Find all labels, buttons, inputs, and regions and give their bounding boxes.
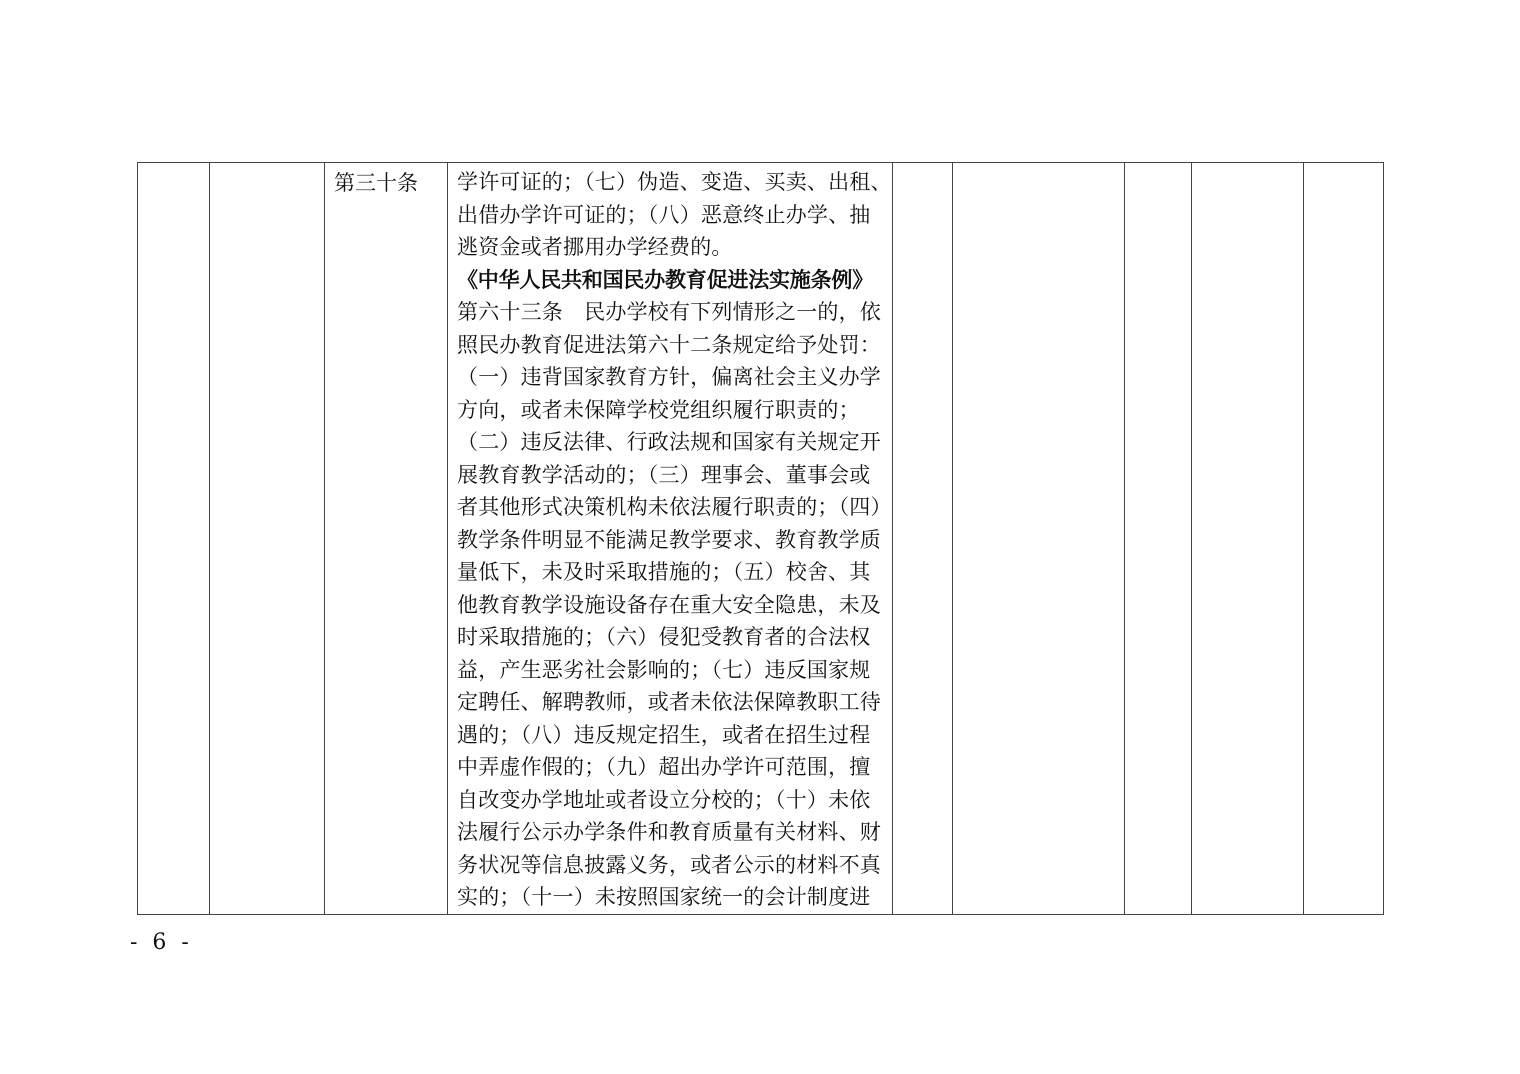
content-line: 照民办教育促进法第六十二条规定给予处罚：: [457, 332, 881, 357]
content-line: （一）违背国家教育方针，偏离社会主义办学: [457, 365, 881, 389]
article-ref: 第三十条: [334, 171, 418, 195]
cell-col-9: [1304, 163, 1384, 915]
article-ref-cell: [325, 163, 448, 915]
content-line: 中弄虚作假的；（九）超出办学许可范围，擅: [457, 755, 871, 779]
content-line: 自改变办学地址或者设立分校的；（十）未依: [457, 787, 871, 812]
content-line: 方向，或者未保障学校党组织履行职责的；: [457, 397, 860, 422]
content-line: 时采取措施的；（六）侵犯受教育者的合法权: [457, 625, 871, 649]
content-cell: [448, 163, 893, 915]
content-line: 务状况等信息披露义务，或者公示的材料不真: [457, 852, 881, 877]
regulation-table: [137, 162, 1384, 915]
content-line: 法履行公示办学条件和教育质量有关材料、财: [457, 820, 881, 844]
content-line: 益，产生恶劣社会影响的；（七）违反国家规: [457, 657, 871, 682]
content-line: 者其他形式决策机构未依法履行职责的；（四）: [457, 495, 892, 519]
cell-col-5: [893, 163, 953, 915]
table-row: [138, 163, 1384, 915]
content-line: 他教育教学设施设备存在重大安全隐患，未及: [457, 592, 881, 617]
content-line: 逃资金或者挪用办学经费的。: [457, 235, 733, 259]
content-line: 学许可证的；（七）伪造、变造、买卖、出租、: [457, 170, 892, 194]
content-line: 遇的；（八）违反规定招生，或者在招生过程: [457, 722, 871, 747]
content-line: 出借办学许可证的；（八）恶意终止办学、抽: [457, 202, 871, 227]
content-line: 展教育教学活动的；（三）理事会、董事会或: [457, 462, 871, 487]
cell-col-1: [138, 163, 210, 915]
content-line: 第六十三条 民办学校有下列情形之一的，依: [457, 300, 881, 324]
content-text: [457, 166, 892, 914]
cell-col-8: [1192, 163, 1304, 915]
content-line: 《中华人民共和国民办教育促进法实施条例》: [457, 267, 873, 292]
page-number: - 6 -: [130, 930, 193, 955]
cell-col-6: [953, 163, 1125, 915]
content-line: （二）违反法律、行政法规和国家有关规定开: [457, 430, 881, 454]
content-line: 定聘任、解聘教师，或者未依法保障教职工待: [457, 690, 881, 714]
content-line: 教学条件明显不能满足教学要求、教育教学质: [457, 527, 881, 552]
content-line: 量低下，未及时采取措施的；（五）校舍、其: [457, 560, 871, 584]
cell-col-7: [1125, 163, 1192, 915]
cell-col-2: [210, 163, 325, 915]
content-line: 实的；（十一）未按照国家统一的会计制度进: [457, 885, 871, 909]
